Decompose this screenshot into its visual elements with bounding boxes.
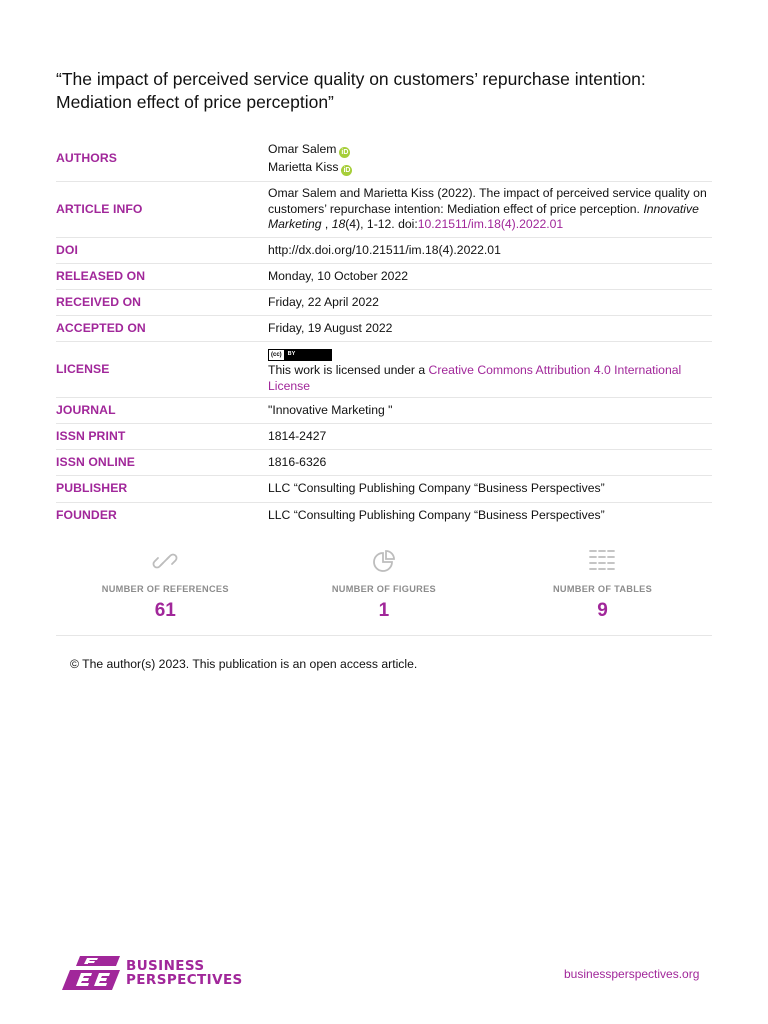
figures-label: NUMBER OF FIGURES [331,584,436,594]
article-info-value [268,186,712,233]
license-link[interactable]: Creative Commons Attribution 4.0 International License [268,363,682,393]
table-icon [589,548,615,574]
issn-print-label: ISSN PRINT [56,428,126,443]
founder-row [56,503,712,529]
tables-count: 9 [597,600,608,621]
stat-tables [493,540,712,635]
issn-online-row [56,450,712,476]
license-value [268,345,712,394]
link-icon [152,548,178,574]
website-link[interactable]: businessperspectives.org [564,967,700,981]
orcid-icon[interactable]: iD [341,149,349,156]
citation-separator: , [321,217,332,232]
logo-line-1: BUSINESS [126,958,205,974]
article-info-row [56,182,712,238]
citation-journal: Innovative Marketing [268,201,699,232]
citation-text: Omar Salem and Marietta Kiss (2022). The impact of perceived service quality on customers’ repurchase intention: Mediation effect of price perception. [268,186,707,216]
author-1: Omar Salem [268,142,337,156]
license-statement [268,363,712,394]
journal-row [56,398,712,424]
figures-count: 1 [378,600,390,621]
publisher-label: PUBLISHER [56,481,128,496]
journal-label: JOURNAL [56,402,116,417]
citation-pages: (4), 1-12. doi: [345,217,418,232]
citation-volume: 18 [331,217,346,232]
logo-wordmark [126,959,243,987]
license-text: This work is licensed under a [268,363,429,377]
title-line-2: Mediation effect of price perception” [56,92,334,112]
publisher-row [56,476,712,503]
issn-print-value: 1814-2427 [268,428,327,443]
references-label: NUMBER OF REFERENCES [101,584,229,594]
received-label: RECEIVED ON [56,294,142,309]
article-title [56,68,716,114]
article-stats [56,540,712,636]
tables-label: NUMBER OF TABLES [552,584,653,594]
article-info-label: ARTICLE INFO [56,201,143,216]
accepted-value: Friday, 19 August 2022 [268,320,393,335]
publisher-value: LLC “Consulting Publishing Company “Business Perspectives” [268,481,605,496]
cc-badge-right: BY [287,351,296,358]
doi-value[interactable]: http://dx.doi.org/10.21511/im.18(4).2022.01 [268,242,501,257]
doi-label: DOI [56,242,78,257]
issn-print-row [56,424,712,450]
journal-value: "Innovative Marketing " [268,402,393,417]
founder-value: LLC “Consulting Publishing Company “Business Perspectives” [268,508,605,523]
received-row [56,290,712,316]
authors-label: AUTHORS [56,151,117,166]
orcid-icon[interactable]: iD [343,167,351,174]
pie-chart-icon [371,548,397,574]
references-count: 61 [154,600,176,621]
business-perspectives-logo-icon [62,956,120,990]
logo-line-2: PERSPECTIVES [126,972,243,988]
author-name[interactable] [268,160,712,176]
received-value: Friday, 22 April 2022 [268,294,379,309]
author-2: Marietta Kiss [268,160,339,174]
metadata-table [56,137,712,529]
doi-row [56,238,712,264]
released-value: Monday, 10 October 2022 [268,268,409,283]
publisher-logo[interactable] [62,956,243,990]
title-line-1: “The impact of perceived service quality on customers’ repurchase intention: [56,69,646,89]
copyright-notice: © The author(s) 2023. This publication is an open access article. [70,657,418,671]
citation-doi-link[interactable]: 10.21511/im.18(4).2022.01 [417,217,564,232]
cc-badge-left: (cc) [271,352,282,358]
founder-label: FOUNDER [56,508,117,523]
accepted-label: ACCEPTED ON [56,320,146,335]
accepted-row [56,316,712,342]
authors-value [268,142,712,176]
license-label: LICENSE [56,361,110,376]
authors-row [56,137,712,182]
issn-online-label: ISSN ONLINE [56,454,135,469]
author-name[interactable] [268,142,712,158]
released-row [56,264,712,290]
license-row [56,342,712,398]
issn-online-value: 1816-6326 [268,454,327,469]
stat-references [56,540,275,635]
cc-by-icon[interactable] [268,349,332,361]
released-label: RELEASED ON [56,268,146,283]
stat-figures [275,540,494,635]
